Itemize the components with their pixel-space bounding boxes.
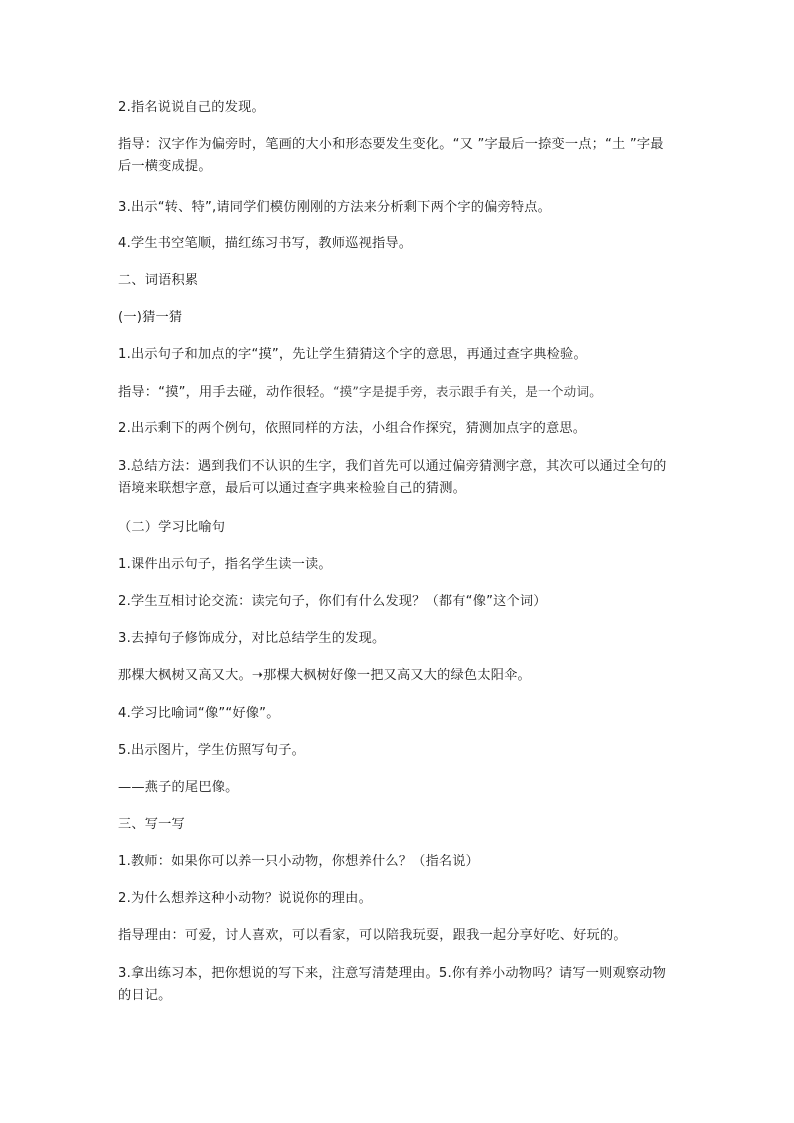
guidance-mo-part1: 指导：“摸”，用手去碰，动作很轻。 <box>118 385 333 400</box>
paragraph-remove-modifiers: 3.去掉句子修饰成分，对比总结学生的发现。 <box>118 631 386 646</box>
paragraph-teacher-question: 1.教师：如果你可以养一只小动物，你想养什么？（指名说） <box>118 854 480 869</box>
paragraph-example-sentence: 那棵大枫树又高又大。➝那棵大枫树好像一把又高又大的绿色太阳伞。 <box>118 668 531 683</box>
section-heading-writing: 三、写一写 <box>118 817 185 832</box>
paragraph-guidance-reasons: 指导理由：可爱，讨人喜欢，可以看家，可以陪我玩耍，跟我一起分享好吃、好玩的。 <box>118 928 627 943</box>
paragraph-guidance-mo <box>118 381 680 404</box>
subsection-heading-guess: (一)猜一猜 <box>118 310 183 325</box>
paragraph-simile-words: 4.学习比喻词“像”“好像”。 <box>118 706 280 721</box>
paragraph-show-characters: 3.出示“转、特”,请同学们模仿刚刚的方法来分析剩下两个字的偏旁特点。 <box>118 200 552 215</box>
paragraph-swallow-tail: ——燕子的尾巴像。 <box>118 780 239 795</box>
paragraph-guidance-radical: 指导：汉字作为偏旁时，笔画的大小和形态要发生变化。“又 ”字最后一捺变一点；“土 ”字最后一横变成提。 <box>118 137 664 174</box>
section-heading-vocabulary: 二、词语积累 <box>118 273 199 288</box>
paragraph-show-picture: 5.出示图片，学生仿照写句子。 <box>118 743 306 758</box>
subsection-heading-simile: （二）学习比喻句 <box>118 520 226 535</box>
paragraph-discovery: 2.指名说说自己的发现。 <box>118 100 265 115</box>
paragraph-summary-method: 3.总结方法：遇到我们不认识的生字，我们首先可以通过偏旁猜测字意，其次可以通过全句的语境来联想字意，最后可以通过查字典来检验自己的猜测。 <box>118 459 667 496</box>
paragraph-show-sentence: 1.出示句子和加点的字“摸”，先让学生猜猜这个字的意思，再通过查字典检验。 <box>118 347 587 362</box>
paragraph-why-pet: 2.为什么想养这种小动物？说说你的理由。 <box>118 891 372 906</box>
paragraph-stroke-practice: 4.学生书空笔顺，描红练习书写，教师巡视指导。 <box>118 236 413 251</box>
paragraph-group-explore: 2.出示剩下的两个例句，依照同样的方法，小组合作探究，猜测加点字的意思。 <box>118 421 587 436</box>
guidance-mo-part2: “摸”字是提手旁，表示跟手有关，是一个动词。 <box>332 384 603 399</box>
paragraph-read-sentence: 1.课件出示句子，指名学生读一读。 <box>118 557 332 572</box>
paragraph-discuss: 2.学生互相讨论交流：读完句子，你们有什么发现？（都有“像”这个词） <box>118 594 547 609</box>
paragraph-write-diary: 3.拿出练习本，把你想说的写下来，注意写清楚理由。5.你有养小动物吗？请写一则观察动物的日记。 <box>118 966 667 1003</box>
